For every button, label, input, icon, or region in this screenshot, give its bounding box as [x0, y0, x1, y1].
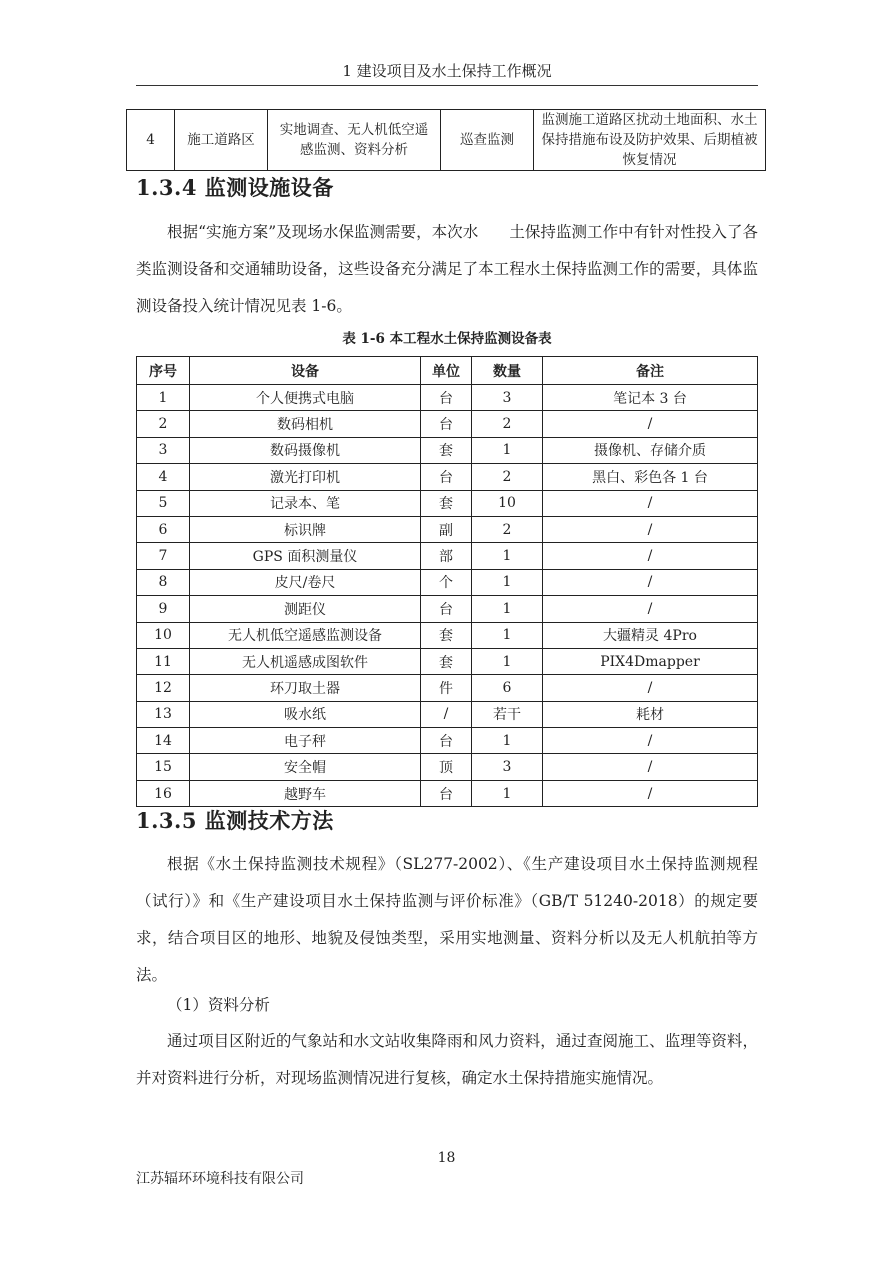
table-caption: 表 1-6 本工程水土保持监测设备表	[342, 331, 552, 347]
cell-remarks: /	[543, 516, 758, 542]
cell-equipment: 越野车	[190, 780, 421, 806]
equipment-table	[136, 356, 758, 807]
cell-quantity: 10	[472, 490, 543, 516]
footer-company: 江苏辐环环境科技有限公司	[136, 1171, 304, 1187]
section-heading-1-3-4: 1.3.4 监测设施设备	[136, 175, 334, 200]
cell-index: 15	[137, 754, 190, 780]
cell-quantity: 1	[472, 596, 543, 622]
cell-quantity: 1	[472, 622, 543, 648]
table-row	[137, 385, 758, 411]
cell-unit: 台	[421, 464, 472, 490]
cell-index: 7	[137, 543, 190, 569]
cell-equipment: 安全帽	[190, 754, 421, 780]
cell-equipment: 环刀取土器	[190, 675, 421, 701]
cell-equipment: 激光打印机	[190, 464, 421, 490]
table-row	[137, 648, 758, 674]
table-row	[137, 596, 758, 622]
cell-remarks: /	[543, 411, 758, 437]
cell-index: 4	[137, 464, 190, 490]
cell-equipment: 记录本、笔	[190, 490, 421, 516]
cell-unit: 台	[421, 411, 472, 437]
table-row	[127, 110, 766, 171]
cell-remarks: 黑白、彩色各 1 台	[543, 464, 758, 490]
cell-unit: 套	[421, 437, 472, 463]
table-row	[137, 701, 758, 727]
cell-unit: 件	[421, 675, 472, 701]
cell-content: 监测施工道路区扰动土地面积、水土保持措施布设及防护效果、后期植被恢复情况	[534, 110, 766, 171]
cell-quantity: 3	[472, 385, 543, 411]
cell-area: 施工道路区	[175, 110, 268, 171]
cell-unit: 套	[421, 648, 472, 674]
cell-remarks: /	[543, 543, 758, 569]
table-row	[137, 464, 758, 490]
table-row	[137, 728, 758, 754]
table-row	[137, 411, 758, 437]
page-header: 1 建设项目及水土保持工作概况	[136, 60, 758, 86]
cell-index: 12	[137, 675, 190, 701]
cell-unit: 台	[421, 728, 472, 754]
cell-index: 1	[137, 385, 190, 411]
header-equipment: 设备	[190, 357, 421, 385]
cell-equipment: 无人机低空遥感监测设备	[190, 622, 421, 648]
cell-quantity: 1	[472, 780, 543, 806]
cell-quantity: 1	[472, 569, 543, 595]
cell-index: 11	[137, 648, 190, 674]
subheading-data-analysis: （1）资料分析	[167, 996, 270, 1014]
cell-unit: 套	[421, 622, 472, 648]
page-number: 18	[437, 1150, 456, 1166]
header-quantity: 数量	[472, 357, 543, 385]
cell-remarks: /	[543, 490, 758, 516]
cell-unit: 套	[421, 490, 472, 516]
cell-index: 8	[137, 569, 190, 595]
cell-remarks: /	[543, 675, 758, 701]
cell-index: 2	[137, 411, 190, 437]
cell-index: 6	[137, 516, 190, 542]
cell-unit: 台	[421, 385, 472, 411]
cell-quantity: 1	[472, 728, 543, 754]
table-row	[137, 569, 758, 595]
cell-quantity: 1	[472, 543, 543, 569]
monitoring-method-table-continued	[126, 109, 766, 171]
cell-unit: /	[421, 701, 472, 727]
cell-index: 13	[137, 701, 190, 727]
cell-index: 9	[137, 596, 190, 622]
cell-equipment: 吸水纸	[190, 701, 421, 727]
cell-quantity: 1	[472, 648, 543, 674]
cell-unit: 台	[421, 596, 472, 622]
cell-equipment: 无人机遥感成图软件	[190, 648, 421, 674]
cell-frequency: 巡查监测	[441, 110, 534, 171]
cell-unit: 台	[421, 780, 472, 806]
cell-quantity: 2	[472, 464, 543, 490]
table-row	[137, 754, 758, 780]
table-header-row	[137, 357, 758, 385]
cell-quantity: 2	[472, 411, 543, 437]
cell-equipment: GPS 面积测量仪	[190, 543, 421, 569]
cell-remarks: 耗材	[543, 701, 758, 727]
table-row	[137, 437, 758, 463]
table-row	[137, 516, 758, 542]
cell-remarks: /	[543, 754, 758, 780]
header-remarks: 备注	[543, 357, 758, 385]
cell-index: 3	[137, 437, 190, 463]
cell-index: 14	[137, 728, 190, 754]
cell-quantity: 2	[472, 516, 543, 542]
cell-unit: 副	[421, 516, 472, 542]
cell-index: 5	[137, 490, 190, 516]
cell-equipment: 标识牌	[190, 516, 421, 542]
cell-equipment: 个人便携式电脑	[190, 385, 421, 411]
cell-unit: 顶	[421, 754, 472, 780]
cell-equipment: 数码相机	[190, 411, 421, 437]
equipment-table-body	[137, 385, 758, 807]
cell-equipment: 皮尺/卷尺	[190, 569, 421, 595]
cell-equipment: 测距仪	[190, 596, 421, 622]
cell-quantity: 1	[472, 437, 543, 463]
cell-quantity: 若干	[472, 701, 543, 727]
section-1-3-5-paragraph-2: 通过项目区附近的气象站和水文站收集降雨和风力资料，通过查阅施工、监理等资料，并对资料进行分析，对现场监测情况进行复核，确定水土保持措施实施情况。	[136, 1032, 758, 1087]
header-unit: 单位	[421, 357, 472, 385]
cell-remarks: 笔记本 3 台	[543, 385, 758, 411]
section-heading-1-3-5: 1.3.5 监测技术方法	[136, 808, 334, 833]
cell-quantity: 6	[472, 675, 543, 701]
table-row	[137, 543, 758, 569]
cell-remarks: /	[543, 569, 758, 595]
cell-remarks: PIX4Dmapper	[543, 648, 758, 674]
cell-unit: 部	[421, 543, 472, 569]
section-1-3-4-paragraph: 根据“实施方案”及现场水保监测需要，本次水 土保持监测工作中有针对性投入了各类监测设备和交通辅助设备，这些设备充分满足了本工程水土保持监测工作的需要，具体监测设备投入统计情况见表 1-6。	[136, 223, 758, 315]
cell-method: 实地调查、无人机低空遥感监测、资料分析	[268, 110, 441, 171]
header-index: 序号	[137, 357, 190, 385]
cell-index: 4	[127, 110, 175, 171]
cell-quantity: 3	[472, 754, 543, 780]
cell-index: 16	[137, 780, 190, 806]
cell-remarks: 摄像机、存储介质	[543, 437, 758, 463]
table-row	[137, 780, 758, 806]
table-row	[137, 675, 758, 701]
table-row	[137, 490, 758, 516]
section-1-3-5-paragraph-1: 根据《水土保持监测技术规程》（SL277-2002）、《生产建设项目水土保持监测规程（试行）》和《生产建设项目水土保持监测与评价标准》（GB/T 51240-2018）的规定要求，结合项目区的地形、地貌及侵蚀类型，采用实地测量、资料分析以及无人机航拍等方法。	[136, 855, 758, 984]
cell-equipment: 数码摄像机	[190, 437, 421, 463]
table-row	[137, 622, 758, 648]
cell-index: 10	[137, 622, 190, 648]
cell-equipment: 电子秤	[190, 728, 421, 754]
cell-unit: 个	[421, 569, 472, 595]
cell-remarks: 大疆精灵 4Pro	[543, 622, 758, 648]
cell-remarks: /	[543, 780, 758, 806]
cell-remarks: /	[543, 596, 758, 622]
cell-remarks: /	[543, 728, 758, 754]
